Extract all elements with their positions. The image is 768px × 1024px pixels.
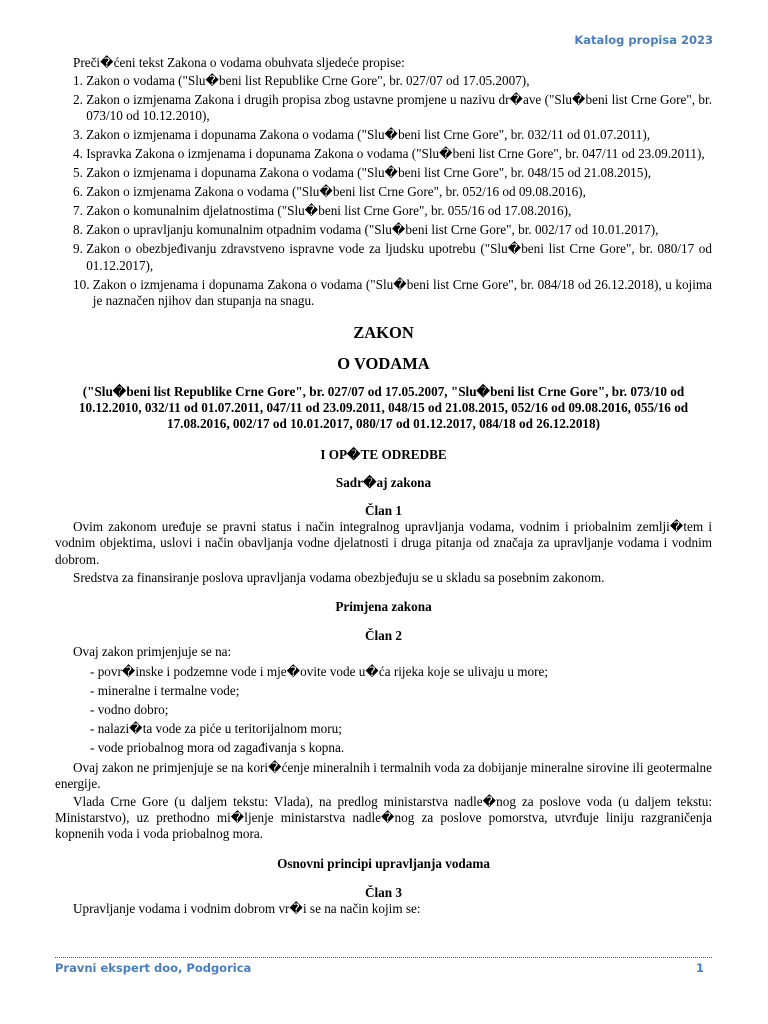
list-item (55, 241, 712, 273)
list-item-text: Zakon o izmjenama Zakona i drugih propisa zbog ustavne promjene u nazivu dr�ave ("Slu�beni list Crne Gore", br. 073/10 od 10.12.2010), (86, 92, 712, 124)
section-heading: Primjena zakona (335, 599, 432, 615)
part-heading: I OP�TE ODREDBE (320, 446, 447, 462)
list-item-text: Zakon o izmjenama Zakona o vodama ("Slu�beni list Crne Gore", br. 052/16 od 09.08.2016), (86, 184, 586, 200)
list-item (55, 222, 712, 238)
list-item-text: Zakon o obezbjeđivanju zdravstveno ispravne vode za ljudsku upotrebu ("Slu�beni list Crne Gore", br. 080/17 od 01.12.2017), (86, 241, 712, 273)
list-item-number: 9. (73, 241, 87, 257)
list-item (55, 184, 712, 200)
document-body (55, 55, 712, 917)
list-item (55, 127, 712, 143)
article-paragraph: Ovaj zakon primjenjuje se na: (73, 644, 232, 660)
law-subtitle: O VODAMA (337, 354, 430, 374)
article-number: Član 2 (364, 628, 402, 644)
section-heading: Sadr�aj zakona (335, 474, 432, 490)
list-item-number: 2. (73, 92, 87, 108)
article-paragraph: Upravljanje vodama i vodnim dobrom vr�i se na način kojim se: (73, 901, 421, 917)
list-item-text: Zakon o izmjenama i dopunama Zakona o vodama ("Slu�beni list Crne Gore", br. 032/11 od 01.07.2011), (86, 127, 651, 143)
list-item: - nalazi�ta vode za piće u teritorijalnom moru; (90, 721, 342, 737)
list-item-text: Ispravka Zakona o izmjenama i dopunama Zakona o vodama ("Slu�beni list Crne Gore", br. 047/11 od 23.09.2011), (86, 146, 705, 162)
amendments-list (55, 73, 712, 309)
page-number: 1 (695, 961, 704, 975)
article-paragraph: Vlada Crne Gore (u daljem tekstu: Vlada), na predlog ministarstva nadle�nog za poslove voda (u daljem tekstu: Ministarstvo), uz prethodno mi�ljenje ministarstva nadle�nog za poslove pomorstva, utvrđuje liniju razgraničenja kopnenih voda i voda priobalnog mora. (55, 794, 712, 842)
section-heading: Osnovni principi upravljanja vodama (277, 855, 490, 871)
list-item-number: 3. (73, 127, 87, 143)
list-item-text: Zakon o vodama ("Slu�beni list Republike Crne Gore", br. 027/07 od 17.05.2007), (86, 73, 530, 89)
list-item-number: 4. (73, 146, 87, 162)
list-item-number: 8. (73, 222, 87, 238)
catalog-header: Katalog propisa 2023 (574, 33, 713, 47)
list-item-text: Zakon o komunalnim djelatnostima ("Slu�beni list Crne Gore", br. 055/16 od 17.08.2016), (86, 203, 572, 219)
list-item-number: 7. (73, 203, 87, 219)
list-item (55, 203, 712, 219)
list-item-number: 6. (73, 184, 87, 200)
list-item-number: 1. (73, 73, 87, 89)
list-item (55, 146, 712, 162)
list-item (55, 92, 712, 124)
list-item (55, 73, 712, 89)
article-number: Član 1 (364, 503, 402, 519)
list-item-text: Zakon o upravljanju komunalnim otpadnim vodama ("Slu�beni list Crne Gore", br. 002/17 od 10.01.2017), (86, 222, 659, 238)
law-gazette-reference: ("Slu�beni list Republike Crne Gore", br. 027/07 od 17.05.2007, "Slu�beni list Crne Gore", br. 073/10 od 10.12.2010, 032/11 od 01.07.2011, 047/11 od 23.09.2011, 048/15 od 21.08.2015, 052/16 od 09.08.2016, 055/16 od 17.08.2016, 002/17 od 10.01.2017, 080/17 od 01.12.2017, 084/18 od 26.12.2018) (78, 384, 689, 432)
footer-divider (55, 957, 712, 958)
article-paragraph: Ovaj zakon ne primjenjuje se na kori�ćenje mineralnih i termalnih voda za dobijanje mineralne sirovine ili geotermalne energije. (55, 759, 712, 791)
list-item-number: 5. (73, 165, 87, 181)
list-item-number: 10. (73, 276, 93, 292)
list-item: - povr�inske i podzemne vode i mje�ovite vode u�ća rijeka koje se ulivaju u more; (90, 663, 549, 679)
article-paragraph: Ovim zakonom uređuje se pravni status i način integralnog upravljanja vodama, vodnim i priobalnim zemlji�tem i vodnim objektima, uslovi i način obavljanja vodne djelatnosti i druga pitanja od značaja za upravljanje vodama i vodnim dobrom. (55, 519, 712, 567)
list-item: - vode priobalnog mora od zagađivanja s kopna. (90, 740, 345, 756)
list-item-text: Zakon o izmjenama i dopunama Zakona o vodama ("Slu�beni list Crne Gore", br. 048/15 od 21.08.2015), (86, 165, 652, 181)
footer-company: Pravni ekspert doo, Podgorica (55, 961, 252, 975)
list-item (55, 277, 712, 309)
list-item: - mineralne i termalne vode; (90, 682, 240, 698)
article-paragraph: Sredstva za finansiranje poslova upravljanja vodama obezbjeđuju se u skladu sa posebnim zakonom. (73, 569, 605, 585)
law-title: ZAKON (353, 323, 414, 343)
article-number: Član 3 (364, 884, 402, 900)
list-item (55, 165, 712, 181)
list-item: - vodno dobro; (90, 702, 169, 718)
list-item-text: Zakon o izmjenama i dopunama Zakona o vodama ("Slu�beni list Crne Gore", br. 084/18 od 26.12.2018), u kojima je naznačen njihov dan stupanja na snagu. (92, 276, 712, 308)
intro-lead: Preči�ćeni tekst Zakona o vodama obuhvata sljedeće propise: (73, 55, 405, 70)
application-list (55, 664, 712, 757)
